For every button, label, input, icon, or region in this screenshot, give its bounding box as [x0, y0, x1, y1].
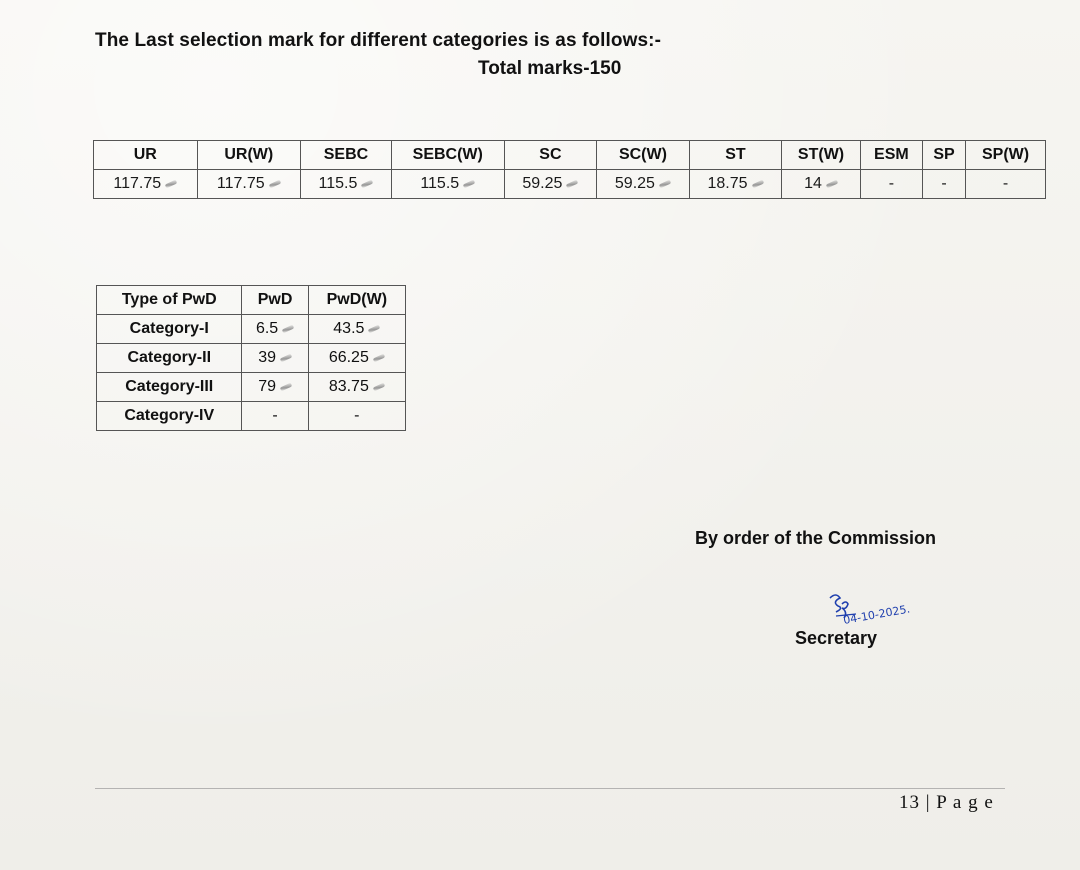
header-ur: UR — [94, 141, 198, 170]
svg-text:04-10-2025.: 04-10-2025. — [842, 602, 911, 627]
check-mark-icon — [373, 382, 386, 391]
cell-sebc — [301, 170, 392, 199]
cell-ur — [94, 170, 198, 199]
check-mark-icon — [280, 382, 293, 391]
check-mark-icon — [751, 179, 764, 188]
order-of-commission-text: By order of the Commission — [695, 528, 937, 548]
pwd-marks-table — [96, 285, 406, 431]
cell-pwd-w — [308, 315, 405, 344]
check-mark-icon — [280, 353, 293, 362]
footer-divider — [95, 788, 1005, 789]
header-sc-w: SC(W) — [597, 141, 690, 170]
cell-value: 83.75 — [328, 378, 369, 395]
cell-value: 79 — [258, 378, 276, 395]
header-type-of-pwd: Type of PwD — [97, 286, 242, 315]
page-number: 13 | P a g e — [899, 792, 994, 813]
cell-value: 66.25 — [328, 349, 369, 366]
table-row — [97, 344, 406, 373]
row-label: Category-IV — [97, 402, 242, 431]
table-row — [97, 315, 406, 344]
header-sebc: SEBC — [301, 141, 392, 170]
handwritten-signature — [818, 590, 948, 630]
header-sebc-w: SEBC(W) — [391, 141, 504, 170]
header-sp-w: SP(W) — [966, 141, 1046, 170]
cell-ur-w — [197, 170, 301, 199]
header-pwd-w: PwD(W) — [308, 286, 405, 315]
check-mark-icon — [368, 324, 381, 333]
table-row — [97, 373, 406, 402]
row-label: Category-II — [97, 344, 242, 373]
check-mark-icon — [361, 179, 374, 188]
cell-value: 18.75 — [707, 175, 748, 192]
cell-value: 115.5 — [420, 175, 460, 192]
cell-value: 39 — [258, 349, 276, 366]
header-esm: ESM — [860, 141, 922, 170]
cell-pwd-w: - — [308, 402, 405, 431]
header-ur-w: UR(W) — [197, 141, 301, 170]
row-label: Category-III — [97, 373, 242, 402]
signatory-title: Secretary — [795, 628, 878, 648]
cell-value: 59.25 — [522, 175, 563, 192]
cell-sc — [504, 170, 597, 199]
check-mark-icon — [373, 353, 386, 362]
cell-value: 14 — [804, 175, 822, 192]
table-header-row — [97, 286, 406, 315]
cell-st — [689, 170, 782, 199]
header-pwd: PwD — [242, 286, 308, 315]
cell-pwd-w — [308, 373, 405, 402]
header-st: ST — [689, 141, 782, 170]
check-mark-icon — [165, 179, 178, 188]
cell-pwd — [242, 344, 308, 373]
table-header-row — [94, 141, 1046, 170]
cell-value: 117.75 — [113, 175, 162, 192]
cell-value: 59.25 — [614, 175, 655, 192]
cell-pwd — [242, 315, 308, 344]
cell-value: 6.5 — [255, 320, 279, 337]
cell-esm: - — [860, 170, 922, 199]
cell-pwd: - — [242, 402, 308, 431]
cell-value: 117.75 — [216, 175, 265, 192]
check-mark-icon — [268, 179, 281, 188]
cell-st-w — [782, 170, 861, 199]
cell-pwd — [242, 373, 308, 402]
table-row — [94, 170, 1046, 199]
header-st-w: ST(W) — [782, 141, 861, 170]
check-mark-icon — [566, 179, 579, 188]
check-mark-icon — [463, 179, 476, 188]
table-row — [97, 402, 406, 431]
cell-sc-w — [597, 170, 690, 199]
header-sc: SC — [504, 141, 597, 170]
total-marks-text: Total marks-150 — [478, 58, 622, 79]
heading-text: The Last selection mark for different categories is as follows:- — [95, 30, 661, 51]
check-mark-icon — [826, 179, 839, 188]
check-mark-icon — [659, 179, 672, 188]
cell-sebc-w — [391, 170, 504, 199]
cell-sp-w: - — [966, 170, 1046, 199]
cell-pwd-w — [308, 344, 405, 373]
cell-value: 115.5 — [318, 175, 358, 192]
selection-marks-table — [93, 140, 1046, 199]
check-mark-icon — [282, 324, 295, 333]
row-label: Category-I — [97, 315, 242, 344]
header-sp: SP — [922, 141, 965, 170]
cell-sp: - — [922, 170, 965, 199]
cell-value: 43.5 — [333, 320, 365, 337]
